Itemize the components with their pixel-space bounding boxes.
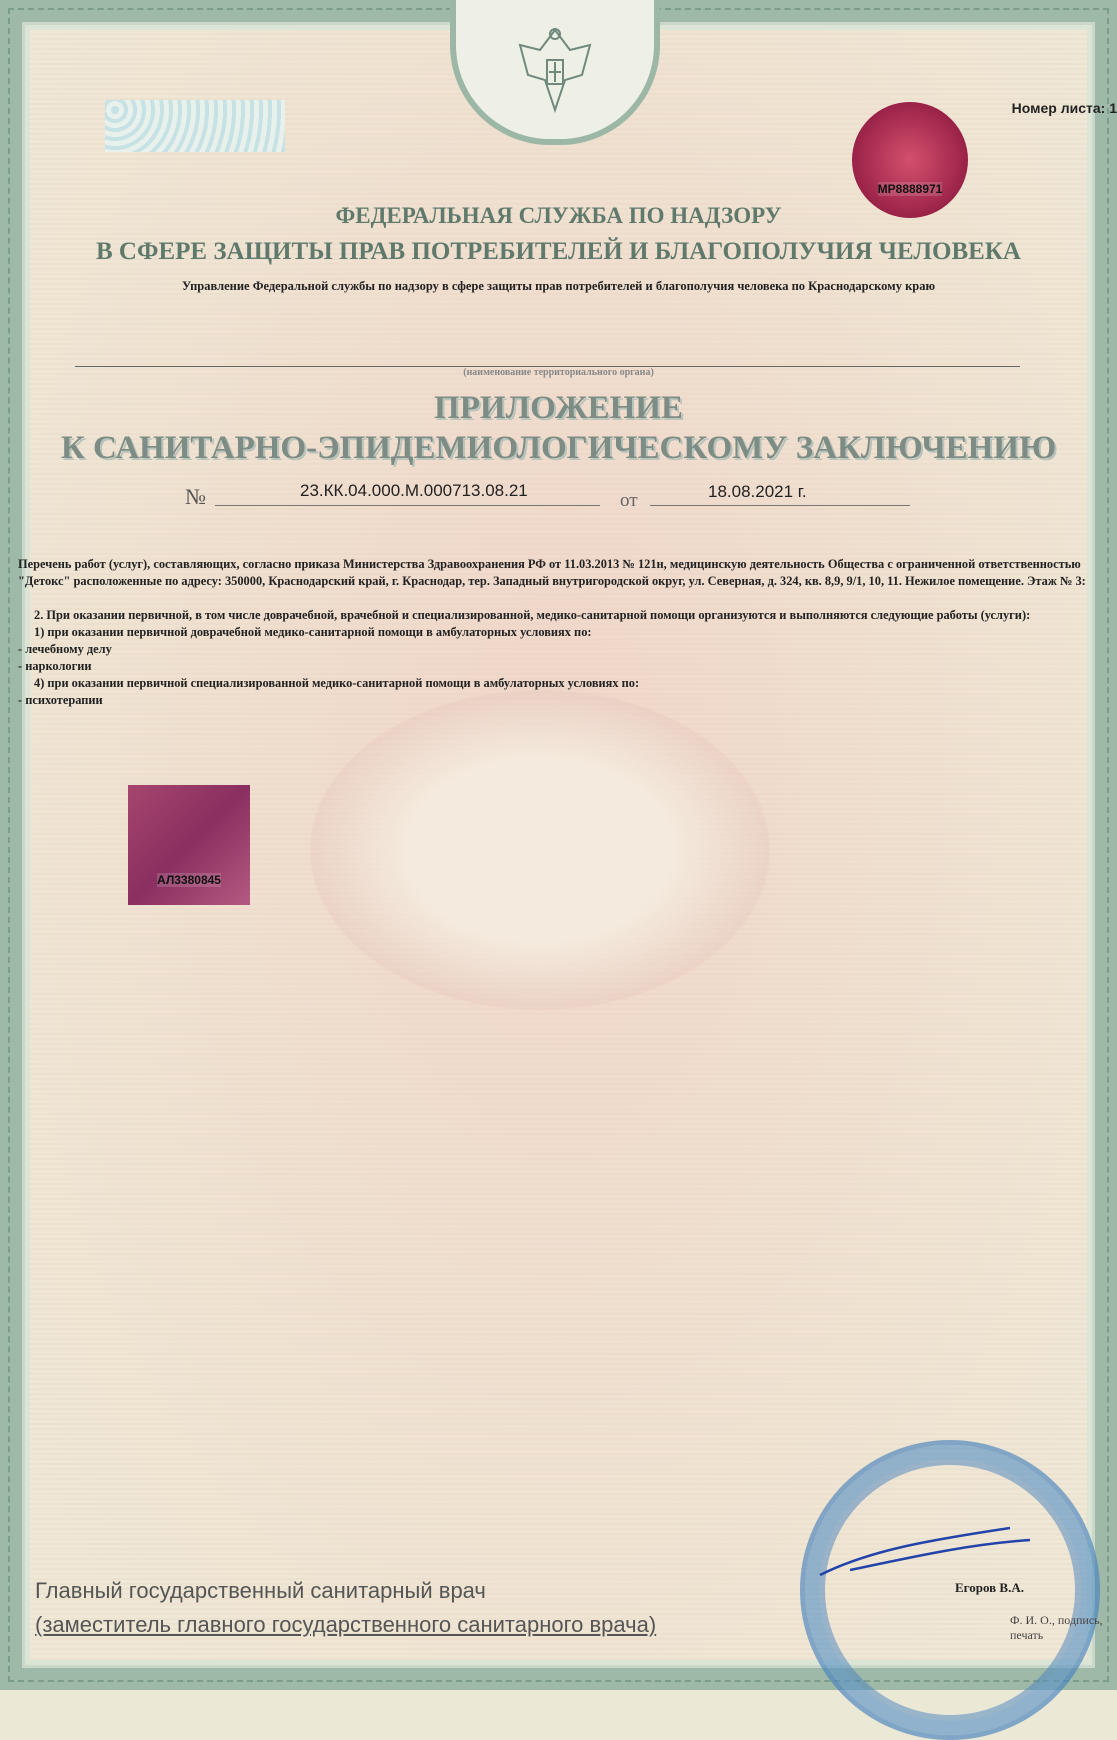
- date-label: от: [620, 490, 638, 511]
- hologram-sticker-square: [128, 785, 250, 905]
- territorial-caption: (наименование территориального органа): [463, 367, 654, 378]
- item-4a: - психотерапии: [18, 693, 103, 707]
- agency-title-line2: В СФЕРЕ ЗАЩИТЫ ПРАВ ПОТРЕБИТЕЛЕЙ И БЛАГОПОЛУЧИЯ ЧЕЛОВЕКА: [96, 238, 1021, 265]
- signer-caption: Ф. И. О., подпись, печать: [1010, 1613, 1103, 1642]
- number-label: №: [185, 484, 206, 509]
- number-underline: [215, 505, 600, 506]
- intro-paragraph: Перечень работ (услуг), составляющих, согласно приказа Министерства Здравоохранения РФ от 11.03.2013 № 121н, медицинскую деятельность Общества с ограниченной ответственностью "Детокс" расположенные по адресу: 350000, Краснодарский край, г. Краснодар, тер. Западный внутригородской округ, ул. Северная, д. 324, кв. 8,9, 9/1, 10, 11. Нежилое помещение. Этаж № 3:: [18, 557, 1086, 588]
- hologram-code: MP8888971: [877, 182, 943, 196]
- signer-name: Егоров В.А.: [955, 1580, 1024, 1595]
- section-2: 2. При оказании первичной, в том числе доврачебной, врачебной и специализированной, медико-санитарной помощи организуются и выполняются следующие работы (услуги):: [34, 608, 1031, 622]
- item-4: 4) при оказании первичной специализированной медико-санитарной помощи в амбулаторных условиях по:: [34, 676, 640, 690]
- territorial-body: Управление Федеральной службы по надзору в сфере защиты прав потребителей и благополучия человека по Краснодарскому краю: [181, 279, 936, 293]
- hologram-sticker: [852, 102, 968, 218]
- official-stamp: [800, 1440, 1100, 1740]
- sheet-number: Номер листа: 1: [1011, 100, 1117, 116]
- document-number: 23.КК.04.000.М.000713.08.21: [300, 481, 528, 500]
- position-title: Главный государственный санитарный врач: [35, 1578, 486, 1603]
- position-title-deputy: (заместитель главного государственного санитарного врача): [35, 1612, 657, 1637]
- document-date: 18.08.2021 г.: [708, 482, 807, 501]
- item-1b: - наркологии: [18, 659, 92, 673]
- item-1a: - лечебному делу: [18, 642, 112, 656]
- item-1: 1) при оказании первичной доврачебной медико-санитарной помощи в амбулаторных условиях по:: [34, 625, 592, 639]
- date-underline: [650, 505, 910, 506]
- hologram-code: АЛ3380845: [157, 873, 221, 887]
- agency-title-line1: ФЕДЕРАЛЬНАЯ СЛУЖБА ПО НАДЗОРУ: [335, 203, 782, 228]
- hologram-strip: [105, 100, 285, 152]
- services-list: [18, 556, 1103, 709]
- watermark-emblem: [310, 690, 770, 1010]
- appendix-subtitle: К САНИТАРНО-ЭПИДЕМИОЛОГИЧЕСКОМУ ЗАКЛЮЧЕНИЮ: [60, 430, 1057, 466]
- appendix-title: ПРИЛОЖЕНИЕ: [434, 390, 683, 426]
